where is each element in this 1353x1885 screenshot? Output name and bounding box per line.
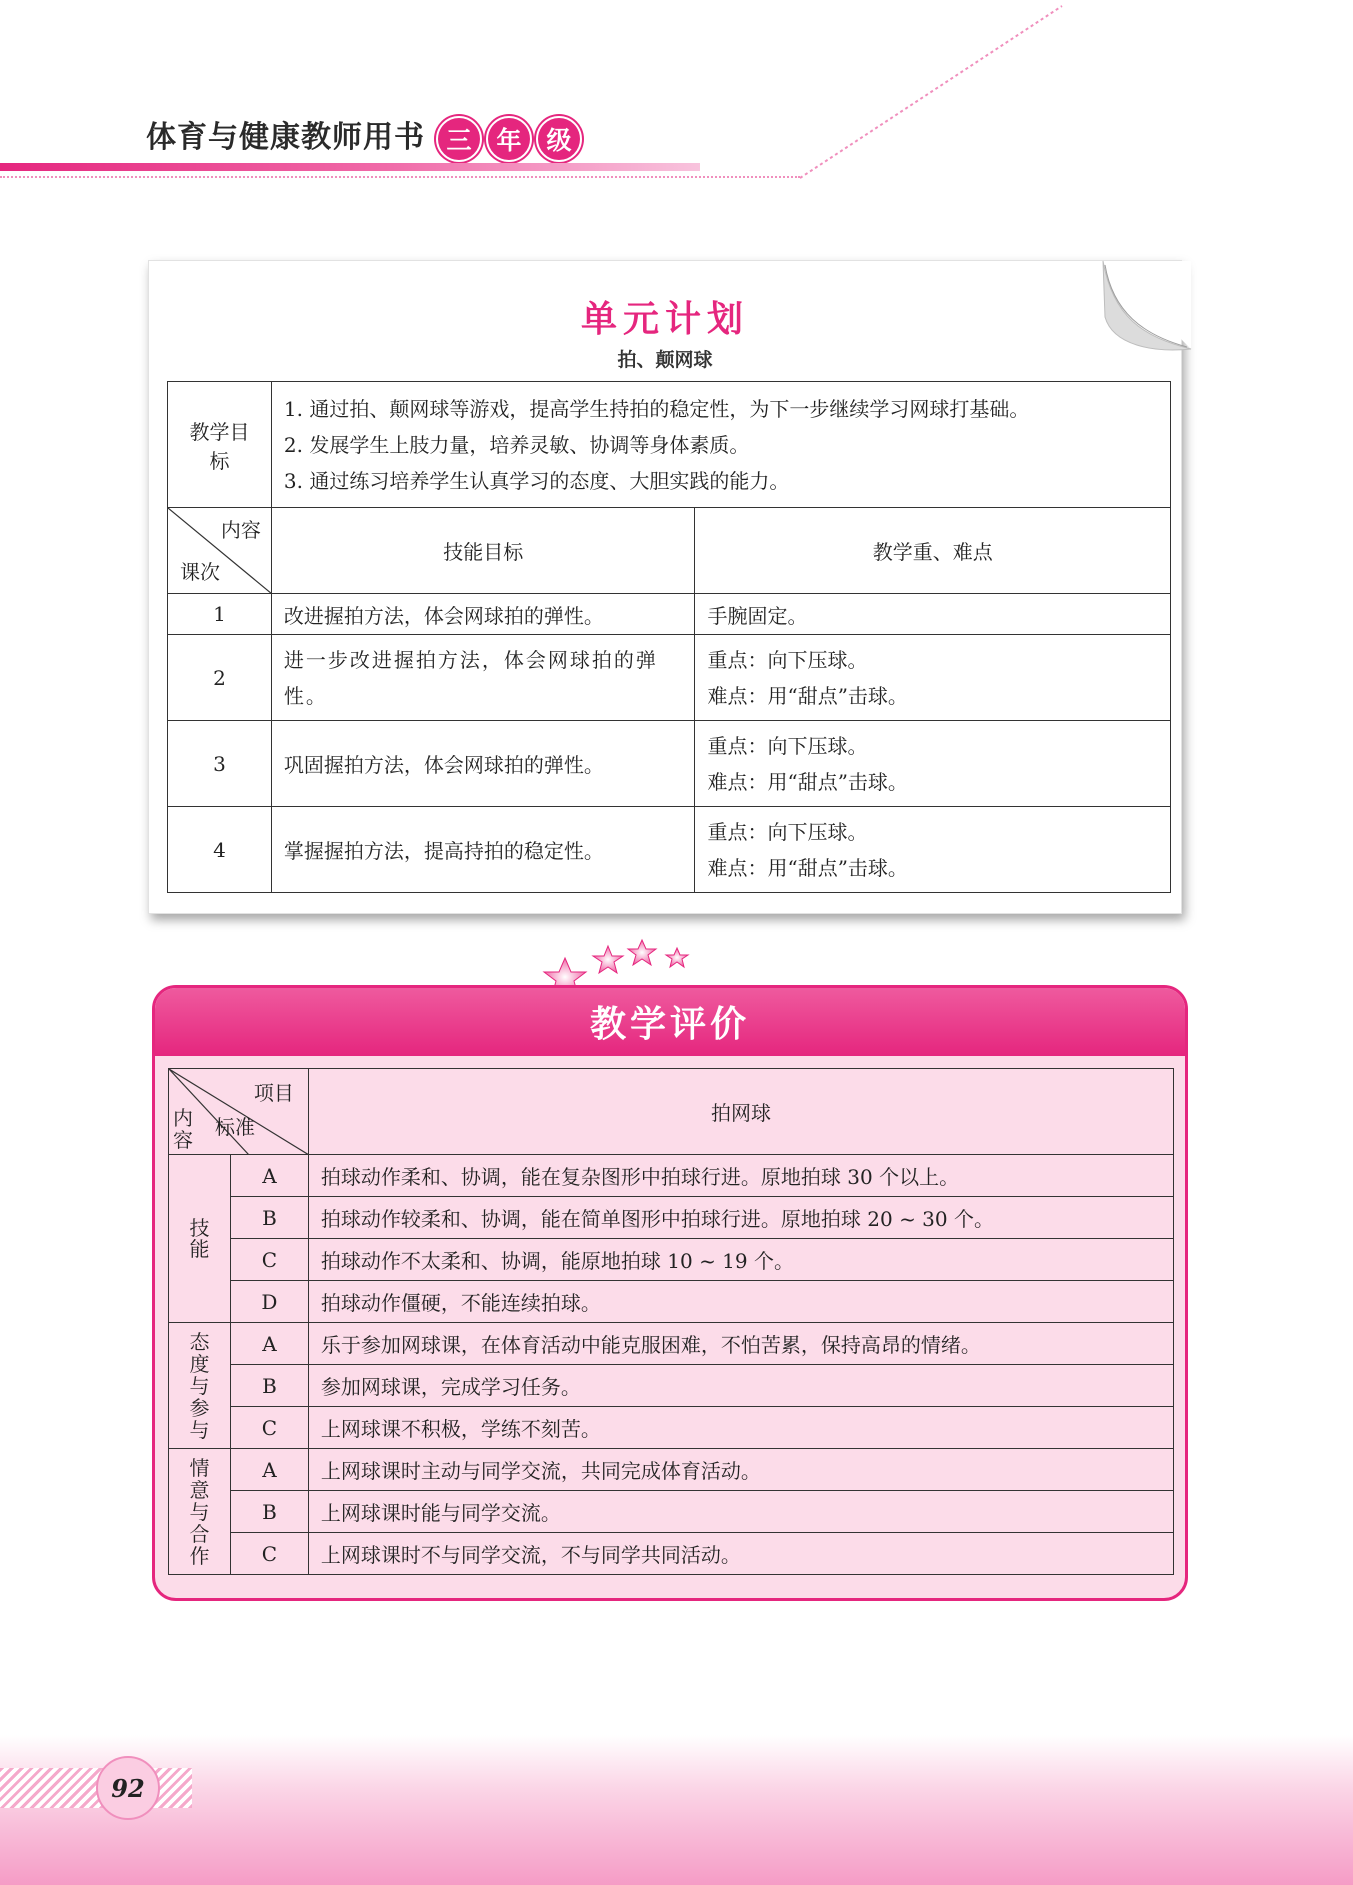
corner-label-standard: 标准 <box>215 1115 255 1139</box>
eval-row <box>169 1407 1174 1449</box>
evaluation-panel <box>152 985 1188 1601</box>
eval-row <box>169 1449 1174 1491</box>
objectives-cell <box>271 382 1170 508</box>
lesson-key-line: 难点：用“甜点”击球。 <box>707 855 908 880</box>
eval-grade: A <box>230 1323 308 1365</box>
eval-row <box>169 1155 1174 1197</box>
objective-item: 2. 发展学生上肢力量，培养灵敏、协调等身体素质。 <box>283 432 750 457</box>
eval-group-label: 态度与参与 <box>169 1323 231 1449</box>
lesson-key <box>695 807 1171 893</box>
eval-group-label: 情意与合作 <box>169 1449 231 1575</box>
eval-text: 上网球课时主动与同学交流，共同完成体育活动。 <box>308 1449 1173 1491</box>
objective-item: 1. 通过拍、颠网球等游戏，提高学生持拍的稳定性，为下一步继续学习网球打基础。 <box>283 396 1030 421</box>
objective-item: 3. 通过练习培养学生认真学习的态度、大胆实践的能力。 <box>283 468 790 493</box>
grade-badge <box>436 116 582 162</box>
eval-row <box>169 1197 1174 1239</box>
eval-grade: A <box>230 1155 308 1197</box>
lesson-key <box>695 635 1171 721</box>
grade-char: 年 <box>486 116 532 162</box>
lesson-skill: 掌握握拍方法，提高持拍的稳定性。 <box>271 807 695 893</box>
eval-grade: B <box>230 1197 308 1239</box>
lesson-key-line: 重点：向下压球。 <box>707 819 868 844</box>
footer-band <box>0 1735 1353 1885</box>
lesson-skill: 进一步改进握拍方法，体会网球拍的弹性。 <box>271 635 695 721</box>
lesson-number: 3 <box>168 721 272 807</box>
header-diagonal-decoration <box>790 0 1070 180</box>
eval-row <box>169 1323 1174 1365</box>
lesson-key-line: 难点：用“甜点”击球。 <box>707 683 908 708</box>
evaluation-table <box>168 1068 1174 1575</box>
grade-char: 级 <box>536 116 582 162</box>
lesson-key-line: 重点：向下压球。 <box>707 647 868 672</box>
unit-plan-card <box>148 260 1182 914</box>
eval-grade: D <box>230 1281 308 1323</box>
lesson-key <box>695 721 1171 807</box>
book-title: 体育与健康教师用书 <box>146 120 425 155</box>
grade-char: 三 <box>436 116 482 162</box>
corner-label-content: 内容 <box>173 1106 193 1152</box>
lesson-row <box>168 594 1171 635</box>
lesson-row <box>168 721 1171 807</box>
lesson-key-line: 手腕固定。 <box>707 603 808 628</box>
unit-plan-title: 单元计划 <box>580 299 749 340</box>
corner-label-lesson: 课次 <box>180 560 220 584</box>
lesson-skill: 改进握拍方法，体会网球拍的弹性。 <box>271 594 695 635</box>
lesson-number: 2 <box>168 635 272 721</box>
eval-text: 上网球课时不与同学交流，不与同学共同活动。 <box>308 1533 1173 1575</box>
unit-plan-subtitle: 拍、颠网球 <box>617 349 713 371</box>
page-number: 92 <box>96 1756 160 1820</box>
star-icon <box>593 946 623 973</box>
star-icon <box>666 948 688 967</box>
eval-row <box>169 1365 1174 1407</box>
eval-grade: C <box>230 1407 308 1449</box>
col-skill-header: 技能目标 <box>271 508 695 594</box>
lesson-number: 4 <box>168 807 272 893</box>
eval-row <box>169 1533 1174 1575</box>
eval-grade: B <box>230 1365 308 1407</box>
evaluation-title: 教学评价 <box>589 1004 750 1045</box>
header-bar <box>0 163 700 171</box>
lesson-key-line: 难点：用“甜点”击球。 <box>707 769 908 794</box>
eval-row <box>169 1491 1174 1533</box>
corner-label-content: 内容 <box>220 518 261 542</box>
lesson-number: 1 <box>168 594 272 635</box>
lesson-key-line: 重点：向下压球。 <box>707 733 868 758</box>
column-header-row <box>168 508 1171 594</box>
eval-text: 拍球动作柔和、协调，能在复杂图形中拍球行进。原地拍球 30 个以上。 <box>308 1155 1173 1197</box>
eval-grade: B <box>230 1491 308 1533</box>
lesson-row <box>168 635 1171 721</box>
star-icon <box>628 940 656 965</box>
corner-label-item: 项目 <box>253 1081 294 1105</box>
eval-grade: C <box>230 1533 308 1575</box>
objectives-label: 教学目标 <box>168 382 272 508</box>
header-dotted-line <box>0 176 800 178</box>
eval-text: 拍球动作不太柔和、协调，能原地拍球 10 ~ 19 个。 <box>308 1239 1173 1281</box>
eval-text: 拍球动作僵硬，不能连续拍球。 <box>308 1281 1173 1323</box>
eval-group-label: 技能 <box>169 1155 231 1323</box>
eval-corner-cell <box>169 1069 309 1155</box>
eval-col-title: 拍网球 <box>308 1069 1173 1155</box>
col-key-header: 教学重、难点 <box>695 508 1171 594</box>
eval-text: 乐于参加网球课，在体育活动中能克服困难，不怕苦累，保持高昂的情绪。 <box>308 1323 1173 1365</box>
eval-text: 上网球课时能与同学交流。 <box>308 1491 1173 1533</box>
lesson-key <box>695 594 1171 635</box>
eval-grade: C <box>230 1239 308 1281</box>
lesson-skill: 巩固握拍方法，体会网球拍的弹性。 <box>271 721 695 807</box>
unit-plan-table <box>167 381 1171 893</box>
eval-text: 拍球动作较柔和、协调，能在简单图形中拍球行进。原地拍球 20 ~ 30 个。 <box>308 1197 1173 1239</box>
eval-text: 参加网球课，完成学习任务。 <box>308 1365 1173 1407</box>
objectives-row <box>168 382 1171 508</box>
eval-text: 上网球课不积极，学练不刻苦。 <box>308 1407 1173 1449</box>
eval-grade: A <box>230 1449 308 1491</box>
eval-row <box>169 1239 1174 1281</box>
diagonal-corner-cell <box>168 508 272 594</box>
eval-row <box>169 1281 1174 1323</box>
evaluation-header <box>155 988 1185 1056</box>
eval-header-row <box>169 1069 1174 1155</box>
lesson-row <box>168 807 1171 893</box>
